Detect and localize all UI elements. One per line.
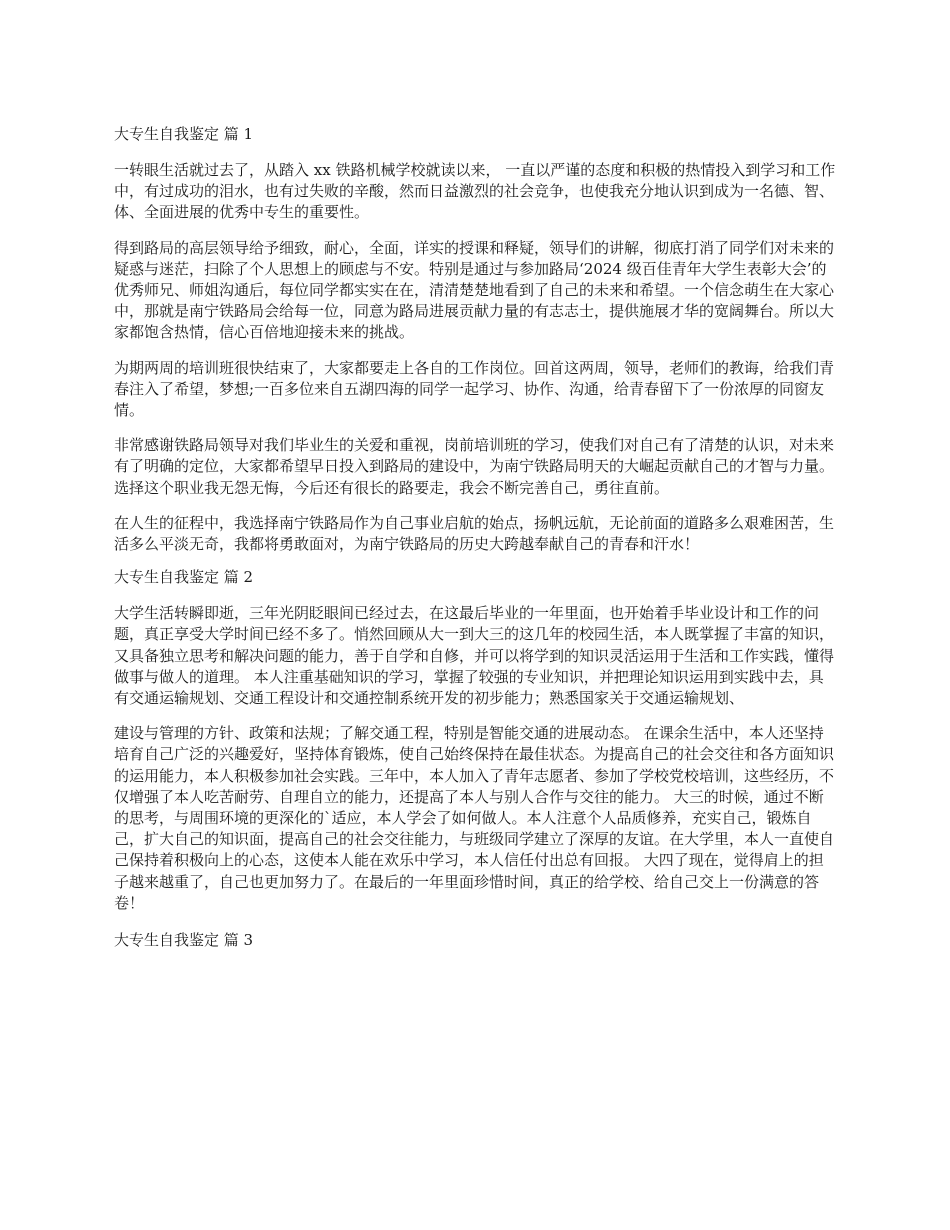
section-2-title: 大专生自我鉴定 篇 2 xyxy=(114,568,254,587)
section-1-paragraph-5: 在人生的征程中，我选择南宁铁路局作为自己事业启航的始点，扬帆远航，无论前面的道路多么艰难困苦，生活多么平淡无奇，我都将勇敢面对，为南宁铁路局的历史大跨越奉献自己的青春和汗水！ xyxy=(114,513,835,554)
section-1-paragraph-2: 得到路局的高层领导给予细致，耐心，全面，详实的授课和释疑，领导们的讲解，彻底打消了同学们对未来的疑惑与迷茫，扫除了个人思想上的顾虑与不安。特别是通过与参加路局‘2024 级百佳青年大学生表彰大会’的优秀师兄、师姐沟通后，每位同学都实实在在，清清楚楚地看到了自己的未来和希望。一个信念萌生在大家心中，那就是南宁铁路局会给每一位，同意为路局进展贡献力量的有志志士，提供施展才华的宽阔舞台。所以大家都饱含热情，信心百倍地迎接未来的挑战。 xyxy=(114,238,835,342)
section-1-title: 大专生自我鉴定 篇 1 xyxy=(114,125,254,143)
section-1-paragraph-3: 为期两周的培训班很快结束了，大家都要走上各自的工作岗位。回首这两周，领导，老师们的教诲，给我们青春注入了希望，梦想;一百多位来自五湖四海的同学一起学习、协作、沟通，给青春留下了一份浓厚的同窗友情。 xyxy=(114,358,835,420)
section-3-title: 大专生自我鉴定 篇 3 xyxy=(114,931,254,950)
section-2-paragraph-1: 大学生活转瞬即逝，三年光阴眨眼间已经过去，在这最后毕业的一年里面，也开始着手毕业设计和工作的问题，真正享受大学时间已经不多了。悄然回顾从大一到大三的这几年的校园生活，本人既掌握了丰富的知识，又具备独立思考和解决问题的能力，善于自学和自修，并可以将学到的知识灵活运用于生活和工作实践，懂得做事与做人的道理。 本人注重基础知识的学习，掌握了较强的专业知识，并把理论知识运用到实践中去，具有交通运输规划、交通工程设计和交通控制系统开发的初步能力；熟悉国家关于交通运输规划、 xyxy=(114,604,835,708)
section-1-paragraph-1: 一转眼生活就过去了，从踏入 xx 铁路机械学校就读以来， 一直以严谨的态度和积极的热情投入到学习和工作中，有过成功的泪水，也有过失败的辛酸，然而日益激烈的社会竞争，也使我充分地认识到成为一名德、智、体、全面进展的优秀中专生的重要性。 xyxy=(114,161,836,222)
section-1-paragraph-4: 非常感谢铁路局领导对我们毕业生的关爱和重视，岗前培训班的学习，使我们对自己有了清楚的认识，对未来有了明确的定位，大家都希望早日投入到路局的建设中，为南宁铁路局明天的大崛起贡献自己的才智与力量。选择这个职业我无怨无悔，今后还有很长的路要走，我会不断完善自己，勇往直前。 xyxy=(114,436,835,497)
document-page xyxy=(114,122,836,966)
section-2-paragraph-2: 建设与管理的方针、政策和法规；了解交通工程，特别是智能交通的进展动态。 在课余生活中，本人还坚持培育自己广泛的兴趣爱好，坚持体育锻炼，使自己始终保持在最佳状态。为提高自己的社会交往和各方面知识的运用能力，本人积极参加社会实践。三年中，本人加入了青年志愿者、参加了学校党校培训，这些经历，不仅增强了本人吃苦耐劳、自理自立的能力，还提高了本人与别人合作与交往的能力。 大三的时候，通过不断的思考，与周围环境的更深化的`适应，本人学会了如何做人。本人注意个人品质修养，充实自己，锻炼自己，扩大自己的知识面，提高自己的社会交往能力，与班级同学建立了深厚的友谊。在大学里，本人一直使自己保持着积极向上的心态，这使本人能在欢乐中学习，本人信任付出总有回报。 大四了现在，觉得肩上的担子越来越重了，自己也更加努力了。在最后的一年里面珍惜时间，真正的给学校、给自己交上一份满意的答卷！ xyxy=(114,724,835,912)
